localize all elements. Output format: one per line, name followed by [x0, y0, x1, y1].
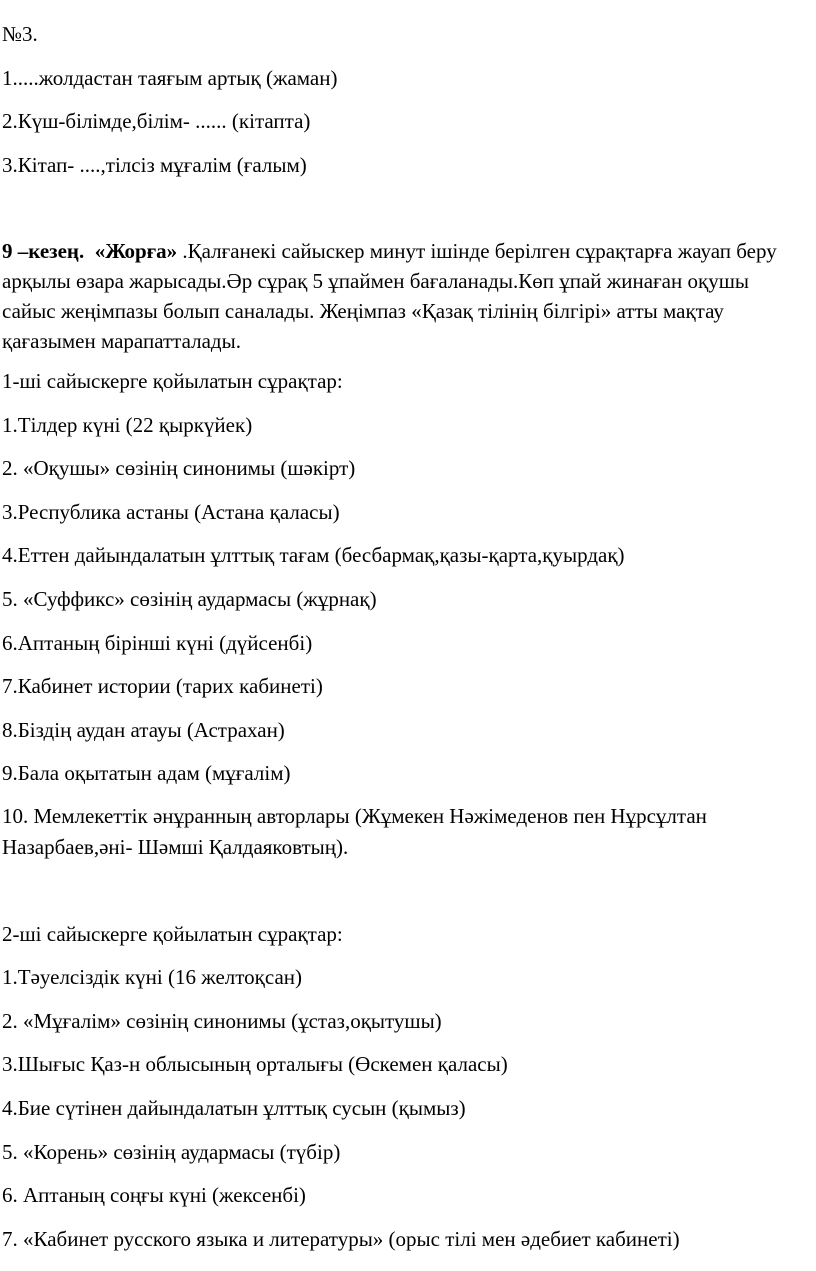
- question-item: 6.Аптаның бірінші күні (дүйсенбі): [2, 631, 313, 655]
- question-item: 8.Біздің аудан атауы (Астрахан): [2, 718, 285, 742]
- question-item: 1.Тілдер күні (22 қыркүйек): [2, 413, 253, 437]
- proverb-item: 2.Күш-білімде,білім- ...... (кітапта): [2, 109, 311, 133]
- question-item: 1.Тәуелсіздік күні (16 желтоқсан): [2, 965, 302, 989]
- section-number: №3.: [2, 22, 38, 46]
- question-item: 3.Шығыс Қаз-н облысының орталығы (Өскемен қаласы): [2, 1052, 508, 1076]
- question-item: 2. «Мұғалім» сөзінің синонимы (ұстаз,оқытушы): [2, 1009, 442, 1033]
- proverb-item: 3.Кітап- ....,тілсіз мұғалім (ғалым): [2, 153, 307, 177]
- stage-description: [2, 236, 802, 356]
- stage-text: .Қалғанекі сайыскер минут ішінде берілген сұрақтарға жауап беру арқылы өзара жарысады.Әр сұрақ 5 ұпаймен бағаланады.Көп ұпай жинаған оқушы сайыс жеңімпазы болып саналады. Жеңімпаз «Қазақ тілінің білгірі» атты мақтау қағазымен марапатталады.: [2, 239, 777, 353]
- proverb-item: 1.....жолдастан таяғым артық (жаман): [2, 66, 338, 90]
- question-item: 9.Бала оқытатын адам (мұғалім): [2, 761, 291, 785]
- question-item: 4.Еттен дайындалатын ұлттық тағам (бесбармақ,қазы-қарта,қуырдақ): [2, 543, 625, 567]
- question-item: 5. «Суффикс» сөзінің аудармасы (жұрнақ): [2, 587, 377, 611]
- participant-2-heading: 2-ші сайыскерге қойылатын сұрақтар:: [2, 922, 343, 946]
- question-item: 7. «Кабинет русского языка и литературы» (орыс тілі мен әдебиет кабинеті): [2, 1227, 680, 1251]
- question-item: 6. Аптаның соңғы күні (жексенбі): [2, 1183, 306, 1207]
- stage-name: «Жорға»: [94, 239, 178, 263]
- stage-label: 9 –кезең.: [2, 239, 85, 263]
- question-item: 10. Мемлекеттік әнұранның авторлары (Жұмекен Нәжімеденов пен Нұрсұлтан Назарбаев,әні- Шәмші Қалдаяковтың).: [2, 804, 707, 859]
- question-item: 4.Бие сүтінен дайындалатын ұлттық сусын (қымыз): [2, 1096, 466, 1120]
- question-item: 5. «Корень» сөзінің аудармасы (түбір): [2, 1140, 341, 1164]
- question-item: 3.Республика астаны (Астана қаласы): [2, 500, 340, 524]
- question-item: 2. «Оқушы» сөзінің синонимы (шәкірт): [2, 456, 356, 480]
- question-item: 7.Кабинет истории (тарих кабинеті): [2, 674, 323, 698]
- participant-1-heading: 1-ші сайыскерге қойылатын сұрақтар:: [2, 369, 343, 393]
